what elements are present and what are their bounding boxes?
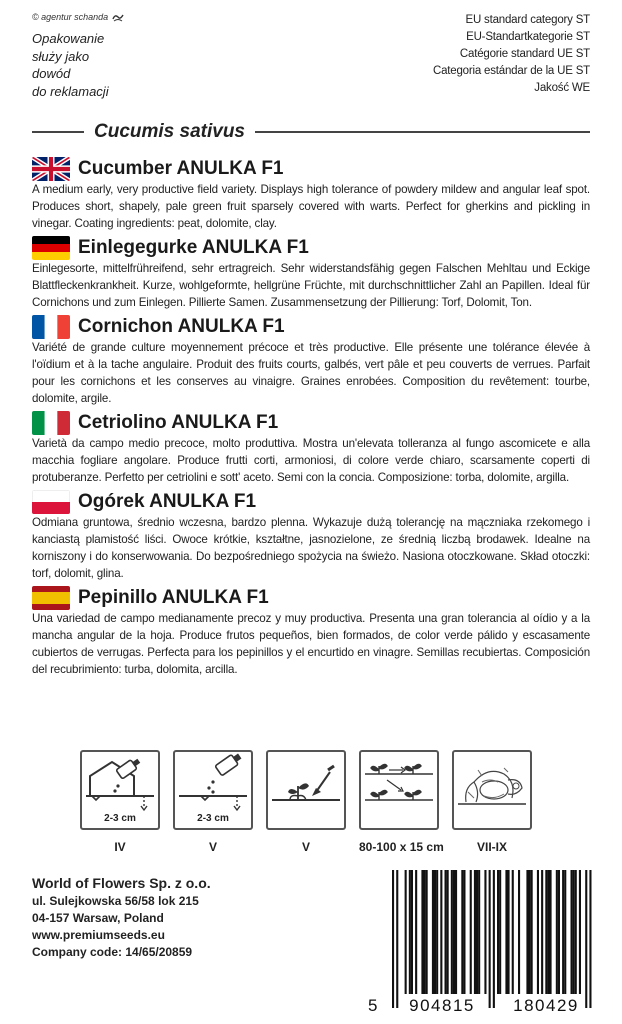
- section-french: [32, 314, 590, 407]
- standards-list: [433, 12, 590, 97]
- barcode-bar: [434, 870, 436, 994]
- barcode-bar: [493, 870, 495, 1008]
- barcode-bar: [455, 870, 457, 994]
- barcode-bar: [497, 870, 499, 994]
- barcode-bar: [489, 870, 491, 1008]
- barcode-bar: [499, 870, 501, 994]
- barcode-bar: [571, 870, 573, 994]
- language-sections: [32, 156, 590, 681]
- barcode-bar: [558, 870, 560, 994]
- barcode-bar: [562, 870, 564, 994]
- barcode-bar: [432, 870, 434, 994]
- barcode-bars: [368, 870, 600, 1016]
- barcode-bar: [547, 870, 549, 994]
- barcode-bar: [461, 870, 463, 994]
- section-heading: [32, 489, 590, 514]
- pictogram-row: [80, 750, 532, 854]
- section-heading: [32, 156, 590, 181]
- barcode-bar: [447, 870, 449, 994]
- section-title: Einlegegurke ANULKA F1: [78, 236, 309, 258]
- barcode-bar: [405, 870, 407, 994]
- complaint-line: służy jako: [32, 48, 90, 64]
- barcode-bar: [508, 870, 510, 994]
- barcode-bar: [564, 870, 566, 994]
- standard-line: Catégorie standard UE ST: [459, 48, 590, 60]
- section-heading: [32, 235, 590, 260]
- germany-flag-icon: [32, 236, 70, 260]
- barcode-bar: [453, 870, 455, 994]
- barcode-bar: [545, 870, 547, 994]
- barcode-bar: [518, 870, 520, 994]
- spain-flag-icon: [32, 586, 70, 610]
- transplanting-icon: [266, 750, 346, 830]
- pictogram: [359, 750, 444, 854]
- section-english: [32, 156, 590, 232]
- italy-flag-icon: [32, 411, 70, 435]
- barcode-bar: [541, 870, 543, 994]
- barcode-bar: [463, 870, 465, 994]
- latin-name: Cucumis sativus: [94, 121, 245, 142]
- section-description: Einlegesorte, mittelfrühreifend, sehr ertragreich. Sehr widerstandsfähig gegen Falschen Mehltau und Eckige Blattfleckenkrankheit. Kurze, wohlgeformte, hellgrüne Früchte, mit durchschnittlicher Zahl an Papillen. Ideal für Cornichons und zum Einlegen. Pillierte Samen. Zusammensetzung der Pillierung: Torf, Dolomit, Ton.: [32, 262, 590, 309]
- barcode-bar: [550, 870, 552, 994]
- section-italian: [32, 410, 590, 486]
- company-name: World of Flowers Sp. z o.o.: [32, 875, 211, 891]
- complaint-line: Opakowanie: [32, 31, 105, 46]
- section-description: Varietà da campo medio precoce, molto produttiva. Mostra un'elevata tolleranza al fungo ascomicete e alla macchia fogliare angolare. Produce frutti corti, armoniosi, di colore verde chiaro, scarsamente coperti di protuberanze. Perfetto per cetriolini e sott' aceto. Semi con la concia. Composizione: torba, dolomite, argilla.: [32, 437, 590, 484]
- barcode-bar: [409, 870, 411, 994]
- barcode-bar: [445, 870, 447, 994]
- barcode-bar: [478, 870, 480, 994]
- pictogram: [452, 750, 532, 854]
- standard-line: EU standard category ST: [465, 14, 590, 26]
- indoor-sowing-icon: [80, 750, 160, 830]
- divider: [32, 131, 84, 133]
- barcode-bar: [484, 870, 486, 994]
- harvest-icon: [452, 750, 532, 830]
- poland-flag-icon: [32, 490, 70, 514]
- pictogram: [173, 750, 253, 854]
- section-description: Variété de grande culture moyennement précoce et très productive. Elle présente une tolérance élevée à l'oïdium et à la tache angulaire. Produit des fruits courts, galbés, vert pâle et peu couverts de verrues. Parfait pour les cornichons et les conserves au vinaigre. Graines enrobées. Composition du revêtement: tourbe, dolomite, argile.: [32, 341, 590, 405]
- barcode-bar: [579, 870, 581, 994]
- barcode-bar: [505, 870, 507, 994]
- barcode-bar: [392, 870, 394, 1008]
- company-street: ul. Sulejkowska 56/58 lok 215: [32, 894, 199, 908]
- barcode: [368, 870, 600, 1016]
- section-title: Ogórek ANULKA F1: [78, 490, 257, 512]
- complaint-line: do reklamacji: [32, 83, 109, 99]
- barcode-bar: [396, 870, 398, 1008]
- uk-flag-icon: [32, 157, 70, 181]
- barcode-right-group: 180429: [513, 996, 579, 1015]
- barcode-bar: [451, 870, 453, 994]
- spacing-icon: [359, 750, 439, 830]
- barcode-bar: [470, 870, 472, 994]
- section-polish: [32, 489, 590, 582]
- planting-month: V: [301, 840, 310, 854]
- section-description: A medium early, very productive field variety. Displays high tolerance of powdery mildew and angular leaf spot. Produces short, shapely, pale green fruit sparsely covered with warts. Perfect for gherkins and pickling in vinegar. Coating ingredients: peat, dolomite, clay.: [32, 183, 590, 230]
- barcode-bar: [411, 870, 413, 994]
- barcode-bar: [589, 870, 591, 1008]
- section-title: Pepinillo ANULKA F1: [78, 586, 269, 608]
- barcode-bar: [426, 870, 428, 994]
- depth-label: 2-3 cm: [104, 813, 136, 824]
- company-info: [32, 873, 211, 961]
- barcode-bar: [575, 870, 577, 994]
- sowing-month: IV: [114, 840, 126, 854]
- company-code: Company code: 14/65/20859: [32, 945, 193, 959]
- complaint-line: dowód: [32, 66, 71, 81]
- standard-line: Categoria estándar de la UE ST: [432, 65, 590, 77]
- barcode-bar: [556, 870, 558, 994]
- section-spanish: [32, 585, 590, 678]
- barcode-bar: [424, 870, 426, 994]
- agency-logo-icon: [112, 13, 124, 22]
- harvest-months: VII-IX: [476, 840, 507, 854]
- section-heading: [32, 314, 590, 339]
- barcode-bar: [415, 870, 417, 994]
- section-title: Cetriolino ANULKA F1: [78, 411, 279, 433]
- complaint-note: [32, 30, 124, 100]
- header-left: [32, 12, 124, 100]
- section-german: [32, 235, 590, 311]
- barcode-bar: [573, 870, 575, 994]
- barcode-bar: [474, 870, 476, 994]
- section-heading: [32, 410, 590, 435]
- barcode-bar: [537, 870, 539, 994]
- barcode-bar: [526, 870, 528, 994]
- barcode-bar: [585, 870, 587, 1008]
- depth-label: 2-3 cm: [197, 813, 229, 824]
- section-heading: [32, 585, 590, 610]
- section-description: Odmiana gruntowa, średnio wczesna, bardzo plenna. Wykazuje dużą tolerancję na mączniaka rzekomego i kanciastą plamistość liści. Owoce krótkie, kształtne, jasnozielone, ze średnią liczbą brodawek. Idealne na korniszony i do konserwowania. Do bezpośredniego spożycia na świeżo. Nasiona otoczkowane. Skład otoczki: torf, dolomit, glina.: [32, 516, 590, 580]
- barcode-left-group: 904815: [409, 996, 475, 1015]
- standard-line: Jakość WE: [534, 82, 590, 94]
- barcode-bar: [421, 870, 423, 994]
- company-website: www.premiumseeds.eu: [32, 928, 165, 942]
- section-title: Cucumber ANULKA F1: [78, 157, 284, 179]
- outdoor-sowing-icon: [173, 750, 253, 830]
- sowing-month: V: [208, 840, 217, 854]
- copyright: [32, 12, 124, 22]
- spacing-value: 80-100 x 15 cm: [359, 840, 444, 854]
- copyright-text: © agentur schanda: [32, 12, 109, 22]
- divider: [255, 131, 590, 133]
- section-title: Cornichon ANULKA F1: [78, 315, 285, 337]
- barcode-first-digit: 5: [368, 996, 379, 1015]
- latin-name-row: [32, 122, 590, 142]
- pictogram: [266, 750, 346, 854]
- pictogram: [80, 750, 160, 854]
- barcode-bar: [512, 870, 514, 994]
- company-city: 04-157 Warsaw, Poland: [32, 911, 164, 925]
- barcode-digits: [368, 996, 600, 1016]
- section-description: Una variedad de campo medianamente precoz y muy productiva. Presenta una gran tolerancia al oídio y a la mancha angular de la hoja. Produce frutos pequeños, bien formados, de color verde pálido y escasamente cubiertos de verrugas. Perfecta para los pepinillos y el encurtido en vinagre. Semillas recubiertas. Composición del recubrimiento: turba, dolomita, arcilla.: [32, 612, 590, 676]
- france-flag-icon: [32, 315, 70, 339]
- barcode-bar: [436, 870, 438, 994]
- barcode-bar: [440, 870, 442, 994]
- barcode-bar: [531, 870, 533, 994]
- barcode-bar: [476, 870, 478, 994]
- barcode-bar: [529, 870, 531, 994]
- standard-line: EU-Standartkategorie ST: [466, 31, 590, 43]
